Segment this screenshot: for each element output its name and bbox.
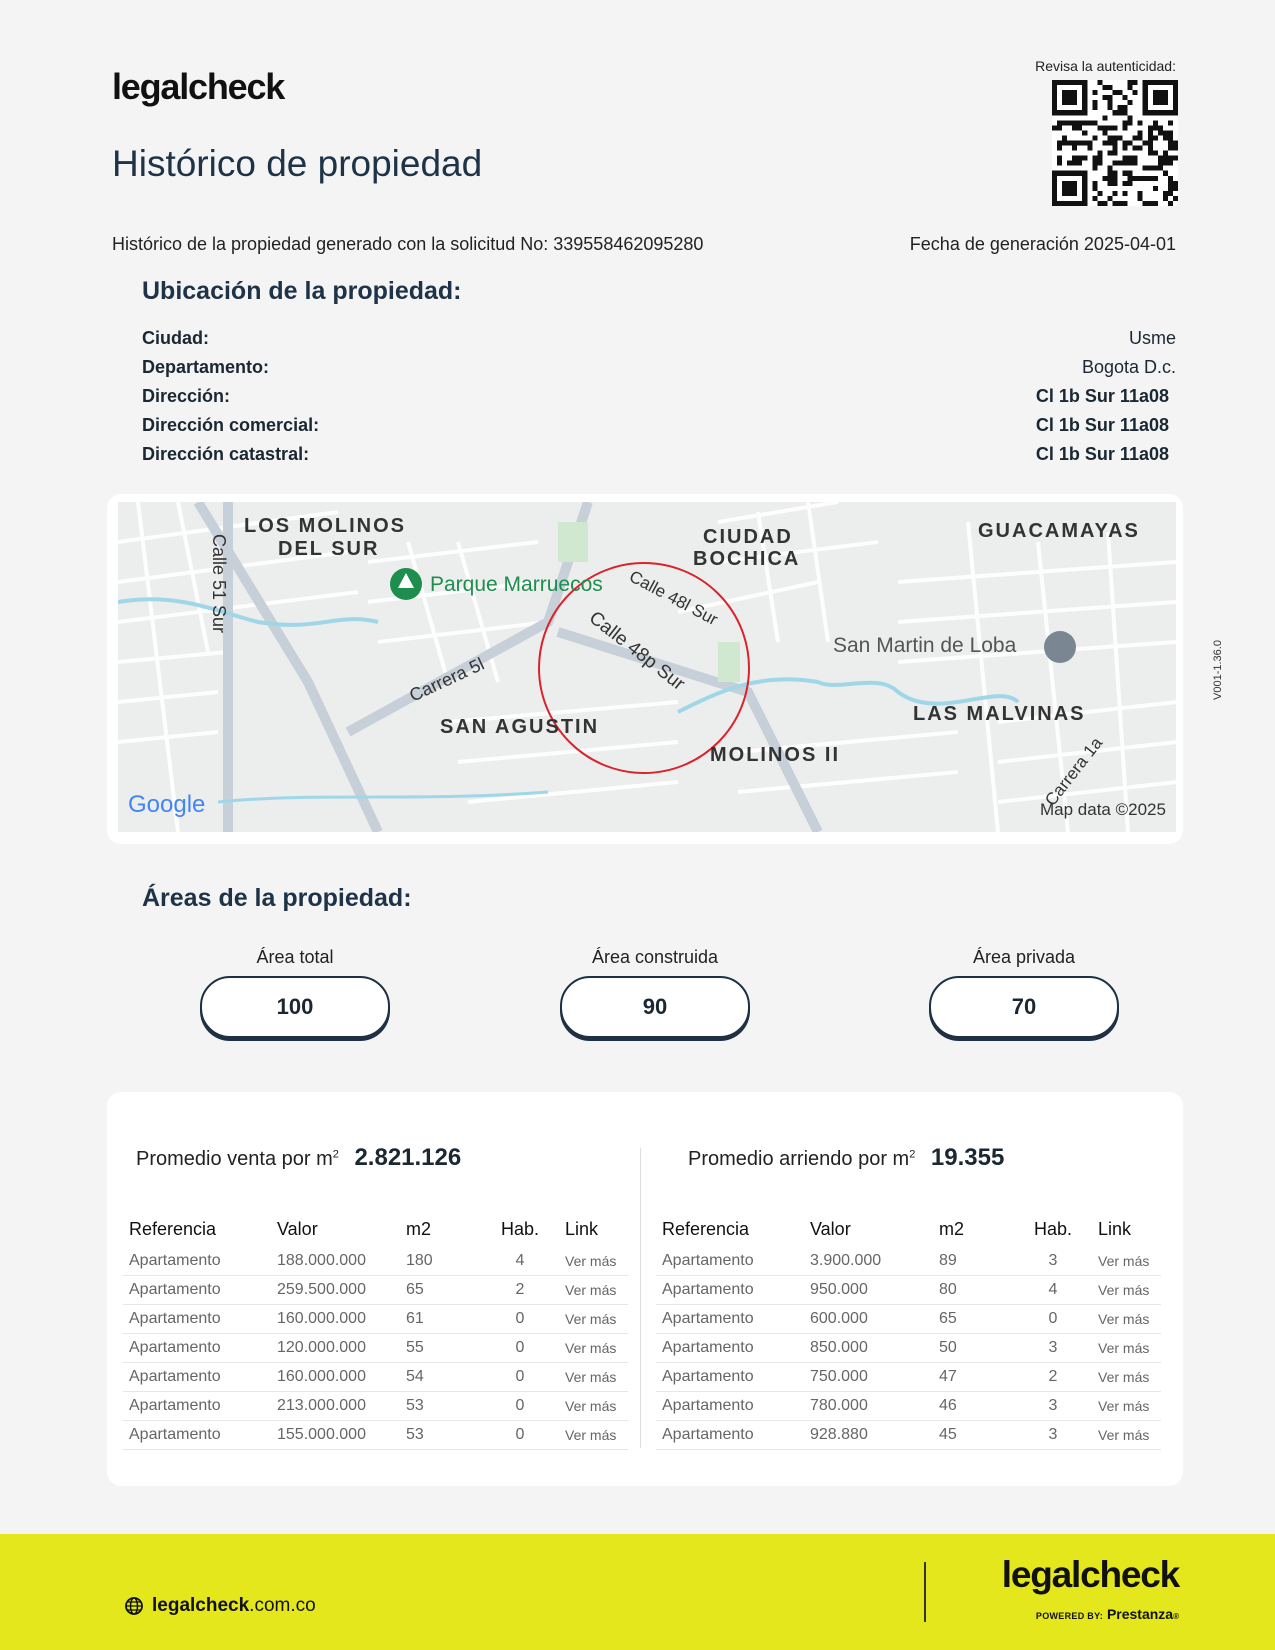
table-cell: Apartamento (123, 1421, 271, 1450)
table-cell: 55 (400, 1334, 475, 1363)
table-header-row (123, 1217, 628, 1247)
table-cell: 188.000.000 (271, 1247, 400, 1276)
table-cell: 61 (400, 1305, 475, 1334)
sale-average-sup: 2 (332, 1148, 339, 1161)
area-value: 70 (929, 976, 1119, 1038)
sale-average-value: 2.821.126 (354, 1144, 462, 1171)
table-cell: Apartamento (656, 1276, 804, 1305)
location-row-commercial-address (142, 415, 1176, 443)
request-number-text: Histórico de la propiedad generado con la solicitud No: 339558462095280 (112, 234, 704, 254)
table-cell: Apartamento (123, 1363, 271, 1392)
column-header: Valor (277, 1218, 318, 1239)
area-value: 90 (560, 976, 750, 1038)
rent-average-label: Promedio arriendo por m (688, 1148, 910, 1170)
map-label: CIUDAD (703, 526, 793, 548)
table-cell: 3 (1008, 1392, 1092, 1421)
column-header: Valor (810, 1218, 851, 1239)
map-label: GUACAMAYAS (978, 520, 1140, 542)
table-cell: 160.000.000 (271, 1305, 400, 1334)
table-cell: Apartamento (123, 1247, 271, 1276)
table-cell: 0 (475, 1334, 559, 1363)
map-label: LAS MALVINAS (913, 703, 1086, 725)
area-total (200, 947, 390, 1038)
column-header: m2 (939, 1218, 965, 1239)
table-row (656, 1363, 1161, 1392)
ver-mas-link[interactable]: Ver más (1092, 1392, 1161, 1421)
rent-table (656, 1217, 1161, 1450)
column-header: Hab. (1033, 1218, 1073, 1239)
rent-average-value: 19.355 (930, 1144, 1005, 1171)
table-cell: 2 (1008, 1363, 1092, 1392)
location-key: Dirección: (142, 386, 231, 406)
table-cell: 850.000 (804, 1334, 933, 1363)
table-cell: 259.500.000 (271, 1276, 400, 1305)
table-cell: 4 (1008, 1276, 1092, 1305)
map-label: Calle 51 Sur (209, 534, 229, 634)
table-cell: 3 (1008, 1334, 1092, 1363)
column-header: Link (1098, 1218, 1132, 1239)
map-label: Calle 48p Sur (584, 607, 689, 695)
map-label: MOLINOS II (710, 744, 840, 766)
location-map[interactable] (118, 502, 1176, 832)
table-cell: 160.000.000 (271, 1363, 400, 1392)
map-label: Carrera 1a (1041, 733, 1107, 810)
table-row (123, 1334, 628, 1363)
footer-separator (924, 1562, 926, 1622)
table-cell: Apartamento (656, 1247, 804, 1276)
location-value: Bogota D.c. (1081, 357, 1176, 377)
table-cell: 45 (933, 1421, 1008, 1450)
location-value: Cl 1b Sur 11a08 (1035, 386, 1169, 406)
table-cell: 50 (933, 1334, 1008, 1363)
table-cell: Apartamento (123, 1334, 271, 1363)
table-row (656, 1305, 1161, 1334)
map-attribution: Map data ©2025 (1040, 800, 1166, 819)
table-row (123, 1392, 628, 1421)
location-value: Usme (1128, 328, 1176, 348)
table-cell: 0 (475, 1392, 559, 1421)
footer-legalcheck-logo: legalcheck (1001, 1554, 1179, 1595)
table-row (656, 1276, 1161, 1305)
sale-average (136, 1144, 461, 1172)
column-header: Link (565, 1218, 599, 1239)
location-row-department (142, 357, 1176, 385)
ver-mas-link[interactable]: Ver más (1092, 1363, 1161, 1392)
table-cell: 80 (933, 1276, 1008, 1305)
table-header-row (656, 1217, 1161, 1247)
area-label: Área construida (591, 947, 719, 967)
column-header: Referencia (662, 1218, 750, 1239)
ver-mas-link[interactable]: Ver más (1092, 1276, 1161, 1305)
area-built (560, 947, 750, 1038)
version-label: V001-1.36.0 (1212, 640, 1224, 700)
stats-divider (640, 1148, 641, 1448)
location-value: Cl 1b Sur 11a08 (1035, 415, 1169, 435)
table-cell: 89 (933, 1247, 1008, 1276)
ver-mas-link[interactable]: Ver más (1092, 1334, 1161, 1363)
table-cell: 600.000 (804, 1305, 933, 1334)
table-row (656, 1334, 1161, 1363)
rent-average-sup: 2 (909, 1148, 916, 1161)
table-cell: 0 (475, 1363, 559, 1392)
table-cell: 120.000.000 (271, 1334, 400, 1363)
page-title: Histórico de propiedad (112, 143, 483, 184)
table-cell: 213.000.000 (271, 1392, 400, 1421)
table-cell: 47 (933, 1363, 1008, 1392)
table-cell: 780.000 (804, 1392, 933, 1421)
map-label: San Martin de Loba (833, 634, 1017, 657)
table-cell: 46 (933, 1392, 1008, 1421)
ver-mas-link[interactable]: Ver más (1092, 1305, 1161, 1334)
table-cell: 3 (1008, 1421, 1092, 1450)
map-label: Parque Marruecos (430, 573, 603, 596)
ver-mas-link[interactable]: Ver más (559, 1334, 628, 1363)
globe-icon (124, 1596, 144, 1616)
website-bold: legalcheck (152, 1595, 250, 1616)
website-rest: .com.co (249, 1595, 316, 1616)
ver-mas-link[interactable]: Ver más (559, 1363, 628, 1392)
legalcheck-logo: legalcheck (112, 66, 285, 107)
map-label: DEL SUR (278, 538, 380, 560)
powered-by (1036, 1606, 1179, 1622)
table-cell: 0 (475, 1305, 559, 1334)
table-cell: Apartamento (656, 1305, 804, 1334)
area-private (929, 947, 1119, 1038)
location-section-title: Ubicación de la propiedad: (142, 277, 462, 305)
location-key: Dirección comercial: (142, 415, 320, 435)
ver-mas-link[interactable]: Ver más (1092, 1421, 1161, 1450)
column-header: Referencia (129, 1218, 217, 1239)
prestanza-brand: Prestanza (1106, 1606, 1174, 1622)
table-cell: 155.000.000 (271, 1421, 400, 1450)
qr-code[interactable] (1052, 80, 1178, 206)
sale-average-label: Promedio venta por m (136, 1148, 333, 1170)
map-label: Carrera 5l (406, 653, 488, 706)
table-cell: Apartamento (123, 1305, 271, 1334)
ver-mas-link[interactable]: Ver más (559, 1305, 628, 1334)
map-label: BOCHICA (693, 548, 801, 570)
footer (0, 1534, 1275, 1650)
ver-mas-link[interactable]: Ver más (559, 1392, 628, 1421)
table-row (123, 1421, 628, 1450)
table-cell: 750.000 (804, 1363, 933, 1392)
column-header: Hab. (500, 1218, 540, 1239)
powered-by-label: POWERED BY: (1035, 1611, 1104, 1621)
location-row-cadastral-address (142, 444, 1176, 472)
location-row-city (142, 328, 1176, 356)
table-cell: Apartamento (656, 1334, 804, 1363)
area-value: 100 (200, 976, 390, 1038)
table-cell: 3 (1008, 1247, 1092, 1276)
google-logo: Google (128, 791, 206, 818)
ver-mas-link[interactable]: Ver más (559, 1421, 628, 1450)
table-cell: Apartamento (123, 1276, 271, 1305)
map-label: Calle 48l Sur (626, 566, 721, 630)
area-label: Área privada (972, 947, 1076, 967)
map-label: SAN AGUSTIN (440, 716, 600, 738)
location-value: Cl 1b Sur 11a08 (1035, 444, 1169, 464)
ver-mas-link[interactable]: Ver más (559, 1247, 628, 1276)
table-cell: 928.880 (804, 1421, 933, 1450)
generation-date: Fecha de generación 2025-04-01 (909, 234, 1176, 254)
table-cell: Apartamento (656, 1392, 804, 1421)
table-row (123, 1247, 628, 1276)
location-key: Dirección catastral: (142, 444, 310, 464)
ver-mas-link[interactable]: Ver más (1092, 1247, 1161, 1276)
table-cell: 65 (933, 1305, 1008, 1334)
sale-table (123, 1217, 628, 1450)
location-key: Ciudad: (142, 328, 209, 348)
map-label: LOS MOLINOS (244, 515, 406, 537)
table-cell: 0 (475, 1421, 559, 1450)
table-cell: Apartamento (656, 1363, 804, 1392)
table-cell: 53 (400, 1392, 475, 1421)
areas-section-title: Áreas de la propiedad: (142, 884, 412, 912)
registered-mark: ® (1173, 1612, 1179, 1621)
table-cell: 65 (400, 1276, 475, 1305)
table-cell: 54 (400, 1363, 475, 1392)
area-label: Área total (256, 947, 334, 967)
location-row-address (142, 386, 1176, 414)
table-cell: 180 (400, 1247, 475, 1276)
ver-mas-link[interactable]: Ver más (559, 1276, 628, 1305)
qr-label: Revisa la autenticidad: (1035, 58, 1176, 74)
table-row (123, 1363, 628, 1392)
table-row (123, 1305, 628, 1334)
table-row (123, 1276, 628, 1305)
table-cell: 3.900.000 (804, 1247, 933, 1276)
rent-average (688, 1144, 1004, 1172)
website-link[interactable] (124, 1595, 316, 1617)
table-cell: 950.000 (804, 1276, 933, 1305)
table-cell: Apartamento (123, 1392, 271, 1421)
table-cell: Apartamento (656, 1421, 804, 1450)
table-cell: 2 (475, 1276, 559, 1305)
table-cell: 53 (400, 1421, 475, 1450)
table-cell: 4 (475, 1247, 559, 1276)
table-row (656, 1421, 1161, 1450)
location-key: Departamento: (142, 357, 270, 377)
table-row (656, 1247, 1161, 1276)
table-cell: 0 (1008, 1305, 1092, 1334)
table-row (656, 1392, 1161, 1421)
column-header: m2 (406, 1218, 432, 1239)
